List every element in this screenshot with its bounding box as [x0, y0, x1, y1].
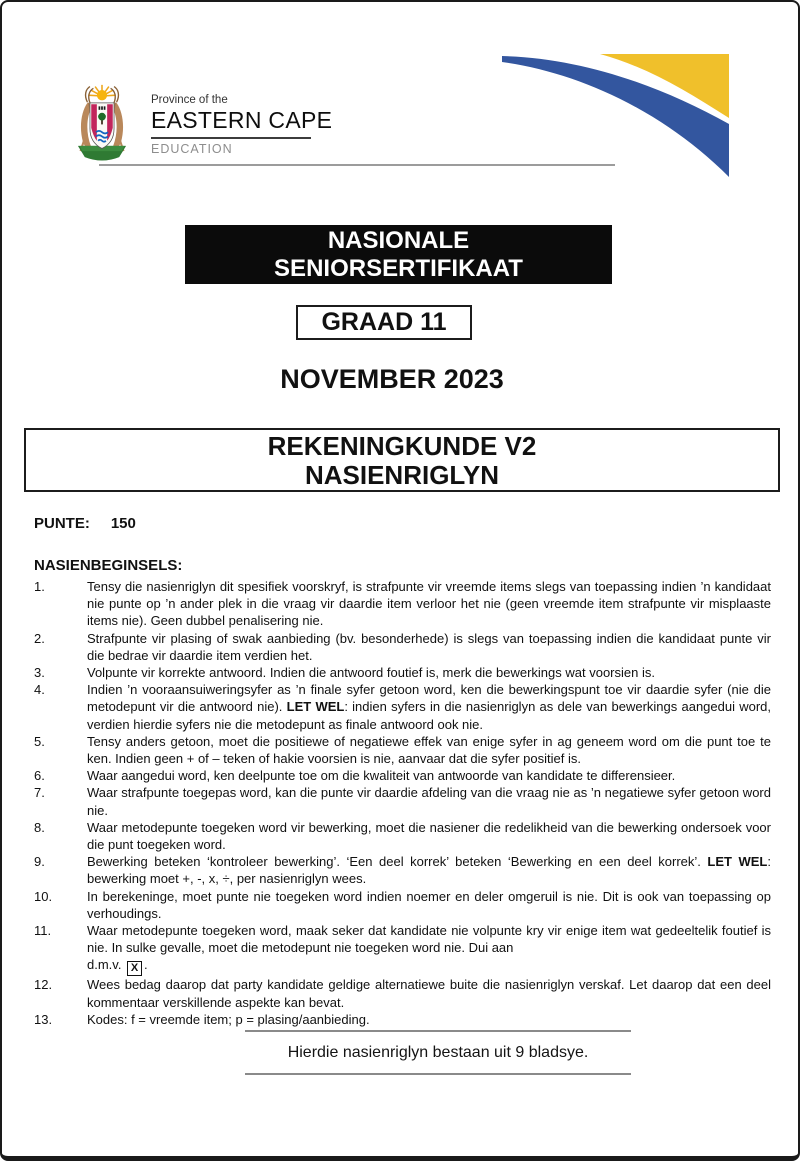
principle-item [34, 681, 771, 733]
principle-item [34, 976, 771, 1010]
logo-text-block [151, 94, 332, 156]
logo-underline [151, 137, 311, 139]
marking-principles-section [34, 557, 771, 1028]
marks-total [34, 515, 136, 532]
principle-number: 1. [34, 579, 45, 594]
principles-list [34, 578, 771, 1028]
marks-value: 150 [110, 515, 136, 532]
principle-item [34, 630, 771, 664]
principle-text: Tensy anders getoon, moet die positiewe of negatiewe effek van enige syfer in ag geneem word om die punt toe te ken. Indien geen + of – teken of hakie voorsien is nie, aanvaar dat die syfer positief is. [87, 733, 771, 767]
logo-department: EDUCATION [151, 142, 233, 156]
subject-title-box [24, 428, 780, 492]
principle-number: 9. [34, 854, 45, 870]
corner-swoosh-graphic [500, 50, 732, 180]
certificate-title-line2: SENIORSERTIFIKAAT [274, 255, 523, 282]
principle-item [34, 578, 771, 630]
certificate-title-block [185, 225, 612, 284]
marks-label: PUNTE: [34, 515, 90, 532]
principle-text: Wees bedag daarop dat party kandidate geldige alternatiewe buite die nasienriglyn verskaf. Let daarop dat een deel kommentaar verskillende aspekte kan bevat. [87, 977, 771, 1010]
certificate-title-line1: NASIONALE [327, 227, 470, 254]
principle-item [34, 664, 771, 681]
principle-item [34, 922, 771, 976]
shield-icon [90, 103, 114, 149]
principle-text: Indien ’n vooraansuiweringsyfer as ’n finale syfer getoon word, ken die bewerkingspunt toe vir daardie syfer (nie die metodepunt vir die antwoord nie). LET WEL: indien syfers in die nasienriglyn as dele van bewerkings aangedui word, verdien hierdie syfers nie die metodepunt as finale antwoord ook nie. [87, 682, 772, 732]
principle-text: Tensy die nasienriglyn dit spesifiek voorskryf, is strafpunte vir vreemde items slegs van toepassing indien ’n kandidaat nie punte op ’n ander plek in die vraag vir daardie item verloor het nie (geen vreemde item strafpunte vir misplaaste items nie). Geen dubbel penalisering nie. [87, 579, 771, 629]
principle-item [34, 767, 771, 784]
subject-title-line2: NASIENRIGLYN [304, 460, 500, 490]
logo-province-name: EASTERN CAPE [151, 107, 333, 133]
principle-text: In berekeninge, moet punte nie toegeken word indien noemer en deler omgeruil is nie. Dit is ook van toepassing op verhoudings. [87, 888, 771, 921]
principle-item [34, 733, 771, 767]
footer-rule-bottom [245, 1073, 631, 1075]
principle-number: 7. [34, 785, 45, 801]
footer-note [245, 1030, 631, 1075]
principle-text: Kodes: f = vreemde item; p = plasing/aanbieding. [87, 1011, 370, 1027]
principle-text: Waar metodepunte toegeken word vir bewerking, moet die nasiener die redelikheid van die bewerking ondersoek voor die punt toegeken word. [87, 819, 771, 853]
principle-text: Strafpunte vir plasing of swak aanbieding (bv. besonderhede) is slegs van toepassing indien die kandidaat punte vir die bedrae vir daardie item verdien het. [87, 630, 771, 663]
exam-date: NOVEMBER 2023 [280, 364, 504, 394]
principle-number: 5. [34, 733, 45, 749]
principle-number: 8. [34, 819, 45, 835]
principle-item [34, 819, 771, 853]
principle-text: Waar metodepunte toegeken word, maak seker dat kandidate nie volpunte kry vir enige item wat gedeeltelik foutief is nie. In sulke gevalle, moet die metodepunt nie toegeken word nie. Dui aan d.m.v. X . [87, 923, 771, 975]
principle-number: 10. [34, 888, 53, 904]
principle-item [34, 853, 771, 887]
principle-text: Bewerking beteken ‘kontroleer bewerking’. ‘Een deel korrek’ beteken ‘Bewerking en een deel korrek’. LET WEL: bewerking moet +, -, x, ÷, per nasienriglyn wees. [87, 854, 771, 887]
principle-item [34, 784, 771, 818]
principle-number: 11. [34, 923, 52, 939]
principle-text: Waar aangedui word, ken deelpunte toe om die kwaliteit van antwoorde van kandidate te differensieer. [87, 768, 676, 784]
grade-box: GRAAD 11 [296, 305, 472, 340]
principle-item [34, 888, 771, 922]
principle-text: Waar strafpunte toegepas word, kan die punte vir daardie afdeling van die vraag nie as ’n negatiewe syfer getoon word nie. [87, 785, 771, 818]
principles-heading: NASIENBEGINSELS: [34, 557, 183, 574]
principle-number: 6. [34, 768, 45, 784]
subject-title-line1: REKENINGKUNDE V2 [267, 431, 537, 461]
principle-text: Volpunte vir korrekte antwoord. Indien die antwoord foutief is, merk die bewerkings wat voorsien is. [87, 665, 655, 681]
principle-number: 12. [34, 977, 53, 993]
principle-number: 13. [34, 1011, 53, 1027]
principle-number: 2. [34, 630, 45, 646]
principle-number: 4. [34, 682, 45, 698]
principle-number: 3. [34, 665, 45, 681]
boxed-x-icon: X [127, 961, 142, 976]
principle-item [34, 1011, 771, 1028]
footer-page-count-text: Hierdie nasienriglyn bestaan uit 9 bladsye. [287, 1044, 589, 1061]
logo-province-line: Province of the [151, 94, 228, 106]
eastern-cape-crest-logo [58, 84, 146, 170]
